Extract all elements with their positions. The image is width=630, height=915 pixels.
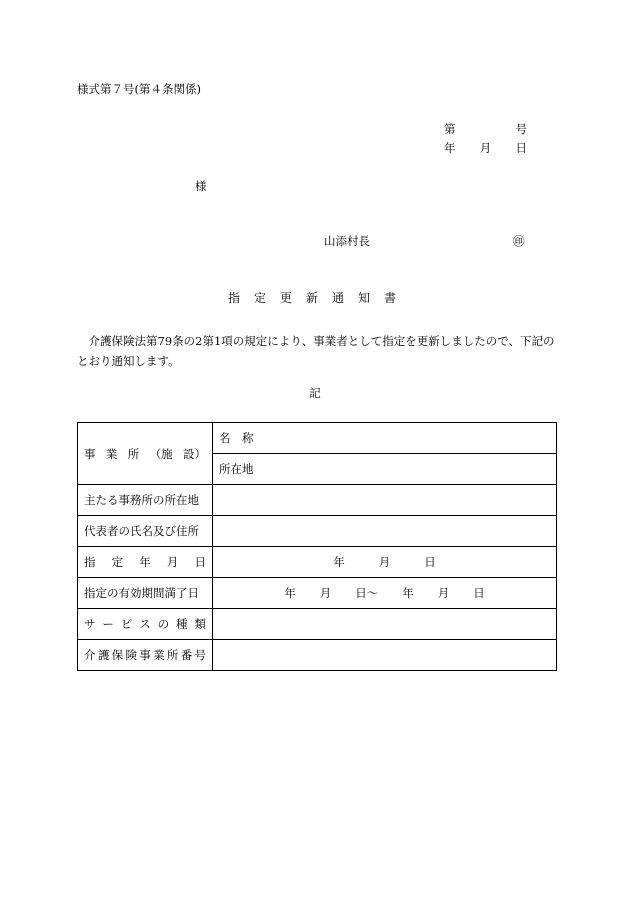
title-char: 知 <box>358 291 385 305</box>
document-title <box>0 292 630 304</box>
main-office-value[interactable] <box>213 485 557 516</box>
title-char: 更 <box>279 291 306 305</box>
representative-value[interactable] <box>213 516 557 547</box>
title-char: 指 <box>227 291 254 305</box>
service-type-label-cell <box>78 609 213 640</box>
table-row <box>78 516 557 547</box>
year-unit: 年 <box>333 555 345 569</box>
number-suffix: 号 <box>515 122 527 136</box>
office-label: 事 業 所 （施 設） <box>84 446 206 461</box>
designation-date-value[interactable] <box>213 547 557 578</box>
month-unit: 月 <box>437 586 450 600</box>
representative-label: 代表者の氏名及び住所 <box>78 516 213 547</box>
day-unit: 日 <box>473 586 485 600</box>
date-year: 年 <box>444 141 456 155</box>
addressee-suffix: 様 <box>195 179 207 193</box>
range-separator: 日〜 <box>355 586 379 600</box>
title-char: 新 <box>305 291 332 305</box>
date-day: 日 <box>515 141 527 155</box>
number-prefix: 第 <box>444 122 456 136</box>
year-unit: 年 <box>284 586 296 600</box>
office-name-cell[interactable] <box>213 423 557 454</box>
ki-heading: 記 <box>309 386 321 400</box>
month-unit: 月 <box>319 586 332 600</box>
service-type-value[interactable] <box>213 609 557 640</box>
form-number: 様式第７号(第４条関係) <box>77 82 201 96</box>
issuer-title: 山添村長 <box>324 234 370 248</box>
details-table <box>77 422 557 671</box>
table-row <box>78 640 557 671</box>
day-unit: 日 <box>424 555 436 569</box>
title-char: 定 <box>253 291 280 305</box>
table-row <box>78 547 557 578</box>
document-date-line <box>444 143 527 155</box>
seal-mark: ㊞ <box>513 234 525 248</box>
title-char: 通 <box>332 291 359 305</box>
office-label-cell <box>78 423 213 485</box>
validity-label: 指定の有効期間満了日 <box>78 578 213 609</box>
table-row <box>78 578 557 609</box>
validity-value[interactable] <box>213 578 557 609</box>
office-number-label-cell <box>78 640 213 671</box>
designation-date-label: 指 定 年 月 日 <box>84 555 206 569</box>
main-office-label: 主たる事務所の所在地 <box>78 485 213 516</box>
notice-body-text: 介護保険法第79条の2第1項の規定により、事業者として指定を更新しましたので、下記のとおり通知します。 <box>77 334 555 368</box>
date-month: 月 <box>479 141 492 155</box>
table-row <box>78 485 557 516</box>
office-number-value[interactable] <box>213 640 557 671</box>
service-type-label: サ ー ビ ス の 種 類 <box>84 617 206 631</box>
title-char: 書 <box>384 291 411 305</box>
office-address-label: 所在地 <box>219 462 254 476</box>
office-name-label: 名 称 <box>219 431 254 445</box>
month-unit: 月 <box>378 555 391 569</box>
office-number-label: 介 護 保 険 事 業 所 番 号 <box>84 648 206 662</box>
document-number-line <box>444 124 527 136</box>
year-unit: 年 <box>402 586 414 600</box>
designation-date-label-cell <box>78 547 213 578</box>
table-row <box>78 609 557 640</box>
table-row <box>78 423 557 454</box>
office-address-cell[interactable] <box>213 454 557 485</box>
